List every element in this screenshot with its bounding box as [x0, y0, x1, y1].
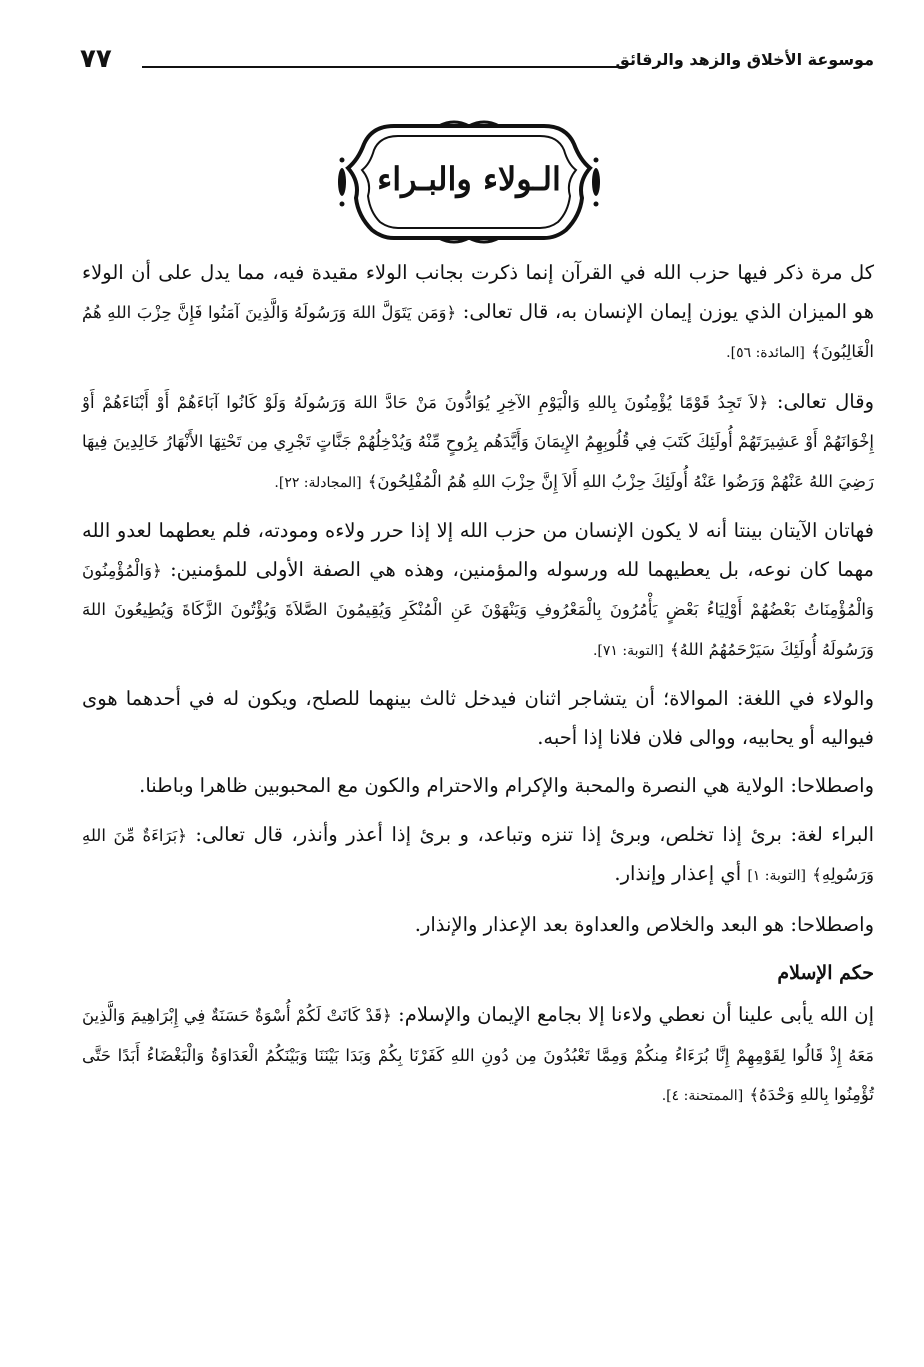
- chapter-title-frame: [334, 120, 604, 244]
- paragraph-4: [82, 680, 874, 757]
- paragraph-1: [82, 254, 874, 373]
- verse-reference: [المائدة: ٥٦].: [726, 345, 805, 361]
- page-number: ٧٧: [80, 44, 112, 74]
- paragraph-3: [82, 512, 874, 670]
- verse-reference: [الممتحنة: ٤].: [661, 1088, 744, 1104]
- paragraph-text: وقال تعالى:: [776, 389, 874, 413]
- page-body: [82, 254, 874, 1126]
- running-header: [80, 40, 874, 80]
- paragraph-text: فهاتان الآيتان بينتا أنه لا يكون الإنسان من حزب الله إلا إذا حرر ولاءه ومودته، فلم يعطهما لعدو الله مهما كان نوعه، بل يعطيهما لله ورسوله والمؤمنين، وهذه هي الصفة الأولى للمؤمنين:: [82, 519, 874, 581]
- verse-reference: [التوبة: ٧١].: [592, 642, 664, 659]
- quran-verse: ﴿بَرَاءَةٌ مِّنَ اللهِ وَرَسُولِهِ﴾: [82, 825, 874, 884]
- paragraph-text: كل مرة ذكر فيها حزب الله في القرآن إنما ذكرت بجانب الولاء مقيدة فيه، مما يدل على أن الولاء هو الميزان الذي يوزن إيمان الإنسان به، قال تعالى:: [82, 261, 874, 323]
- paragraph-7: [82, 906, 874, 945]
- paragraph-2: [82, 383, 874, 503]
- paragraph-text: والولاء في اللغة: الموالاة؛ أن يتشاجر اثنان فيدخل ثالث بينهما للصلح، ويكون له في أحدهما هوى فيواليه أو يحابيه، ووالى فلان فلانا إذا أحبه.: [82, 687, 874, 749]
- chapter-title: الـولاء والبـراء: [377, 160, 561, 198]
- book-title: موسوعة الأخلاق والزهد والرقائق: [615, 50, 874, 69]
- verse-reference: [المجادلة: ٢٢].: [274, 474, 362, 491]
- verse-reference: [التوبة: ١]: [747, 868, 806, 884]
- paragraph-8: [82, 996, 874, 1116]
- quran-verse: ﴿لاَ تَجِدُ قَوْمًا يُؤْمِنُونَ بِاللهِ وَالْيَوْمِ الآخِرِ يُوَادُّونَ مَنْ حَادَّ اللهَ وَرَسُولَهُ وَلَوْ كَانُوا آبَاءَهُمْ أَوْ أَبْنَاءَهُمْ أَوْ إِخْوَانَهُمْ أَوْ عَشِيرَتَهُمْ أُولَئِكَ كَتَبَ فِي قُلُوبِهِمُ الإِيمَانَ وَأَيَّدَهُم بِرُوحٍ مِّنْهُ وَيُدْخِلُهُمْ جَنَّاتٍ تَجْرِي مِن تَحْتِهَا الأَنْهَارُ خَالِدِينَ فِيهَا رَضِيَ اللهُ عَنْهُمْ وَرَضُوا عَنْهُ أُولَئِكَ حِزْبُ اللهِ أَلاَ إِنَّ حِزْبَ اللهِ هُمُ الْمُفْلِحُونَ﴾: [82, 392, 874, 491]
- paragraph-text: إن الله يأبى علينا أن نعطي ولاءنا إلا بجامع الإيمان والإسلام:: [398, 1003, 874, 1026]
- paragraph-6: [82, 816, 874, 896]
- quran-verse: ﴿وَمَن يَتَوَلَّ اللهَ وَرَسُولَهُ وَالَّذِينَ آمَنُوا فَإِنَّ حِزْبَ اللهِ هُمُ الْغَالِبُونَ﴾: [82, 302, 874, 361]
- paragraph-5: [82, 767, 874, 806]
- section-heading: حكم الإسلام: [777, 962, 874, 984]
- paragraph-text: واصطلاحا: هو البعد والخلاص والعداوة بعد الإعذار والإنذار.: [414, 912, 874, 936]
- header-rule: [142, 66, 626, 68]
- quran-verse: ﴿وَالْمُؤْمِنُونَ وَالْمُؤْمِنَاتُ بَعْضُهُمْ أَوْلِيَاءُ بَعْضٍ يَأْمُرُونَ بِالْمَعْرُوفِ وَيَنْهَوْنَ عَنِ الْمُنْكَرِ وَيُقِيمُونَ الصَّلاَةَ وَيُؤْتُونَ الزَّكَاةَ وَيُطِيعُونَ اللهَ وَرَسُولَهُ أُولَئِكَ سَيَرْحَمُهُمُ اللهُ﴾: [82, 560, 874, 659]
- paragraph-text: البراء لغة: برئ إذا تخلص، وبرئ إذا تنزه وتباعد، و برئ إذا أعذر وأنذر، قال تعالى:: [195, 822, 874, 846]
- paragraph-text-continued: أي إعذار وإنذار.: [614, 862, 742, 885]
- paragraph-text: واصطلاحا: الولاية هي النصرة والمحبة والإكرام والاحترام والكون مع المحبوبين ظاهرا وباطنا.: [139, 774, 874, 797]
- quran-verse: ﴿قَدْ كَانَتْ لَكُمْ أُسْوَةٌ حَسَنَةٌ فِي إِبْرَاهِيمَ وَالَّذِينَ مَعَهُ إِذْ قَالُوا لِقَوْمِهِمْ إِنَّا بُرَءَاءُ مِنكُمْ وَمِمَّا تَعْبُدُونَ مِن دُونِ اللهِ كَفَرْنَا بِكُمْ وَبَدَا بَيْنَنَا وَبَيْنَكُمُ الْعَدَاوَةُ وَالْبَغْضَاءُ أَبَدًا حَتَّى تُؤْمِنُوا بِاللهِ وَحْدَهُ﴾: [82, 1006, 874, 1104]
